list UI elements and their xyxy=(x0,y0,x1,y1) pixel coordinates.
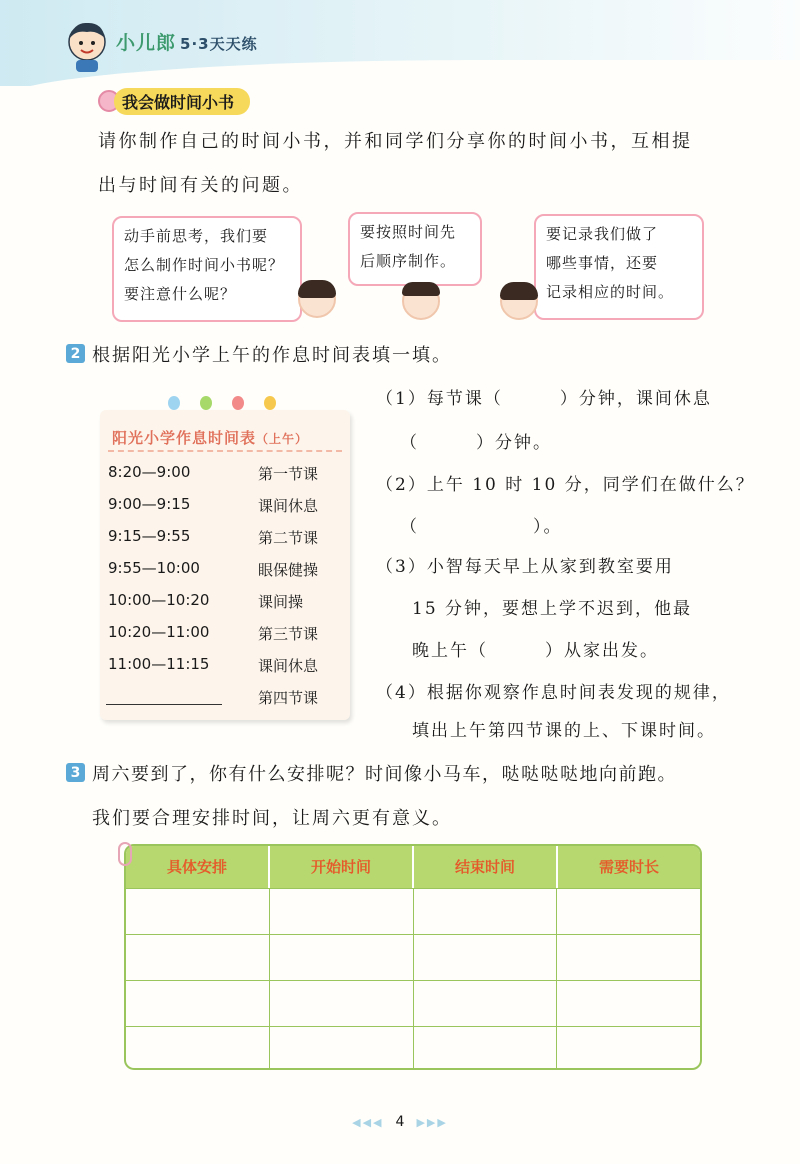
thought-bubble-1 xyxy=(112,216,302,322)
q2-item-4: （4）根据你观察作息时间表发现的规律， xyxy=(376,683,731,703)
bubble-2-line-2: 后顺序制作。 xyxy=(360,252,457,270)
answer-blank-line[interactable] xyxy=(106,704,222,705)
q2-item-1-cont: （ ）分钟。 xyxy=(400,433,552,453)
table-cell[interactable] xyxy=(557,1027,700,1070)
weekend-plan-table xyxy=(124,844,702,1070)
row-event: 眼保健操 xyxy=(258,561,319,579)
table-cell[interactable] xyxy=(126,1027,270,1070)
bubble-1-line-3: 要注意什么呢？ xyxy=(124,285,237,303)
table-cell[interactable] xyxy=(414,935,558,980)
balloon-red-icon xyxy=(232,396,244,410)
q2-item-4-cont: 填出上午第四节课的上、下课时间。 xyxy=(412,721,716,741)
q2-item-2-cont: （ ）。 xyxy=(400,517,563,537)
bubble-1-line-2: 怎么制作时间小书呢？ xyxy=(124,256,285,274)
page-footer xyxy=(0,1114,800,1130)
paperclip-icon xyxy=(118,842,132,866)
boy-avatar-icon xyxy=(402,282,440,320)
schedule-title-text: 阳光小学作息时间表 xyxy=(112,429,257,447)
page-number: 4 xyxy=(395,1114,405,1130)
brand-logo xyxy=(116,28,258,55)
q2-item-3-cont-1: 15 分钟，要想上学不迟到，他最 xyxy=(412,599,693,619)
bubble-3-line-1: 要记录我们做了 xyxy=(546,225,659,243)
section-banner xyxy=(98,88,250,114)
table-cell[interactable] xyxy=(270,981,414,1026)
row-event: 第二节课 xyxy=(258,529,319,547)
table-cell[interactable] xyxy=(126,981,270,1026)
row-event: 课间休息 xyxy=(258,497,319,515)
table-row xyxy=(126,888,700,934)
balloon-yellow-icon xyxy=(264,396,276,410)
column-header: 需要时长 xyxy=(598,858,659,876)
row-event: 第一节课 xyxy=(258,465,319,483)
row-event: 课间休息 xyxy=(258,657,319,675)
right-arrows-icon: ▶▶▶ xyxy=(416,1116,448,1129)
intro-line-2: 出与时间有关的问题。 xyxy=(98,175,303,196)
balloon-green-icon xyxy=(200,396,212,410)
table-cell[interactable] xyxy=(126,935,270,980)
row-time: 8:20—9:00 xyxy=(108,463,191,481)
banner-title: 我会做时间小书 xyxy=(114,88,250,115)
table-cell[interactable] xyxy=(270,889,414,934)
schedule-title xyxy=(112,427,308,448)
bubble-3-line-2: 哪些事情，还要 xyxy=(546,254,659,272)
left-arrows-icon: ◀◀◀ xyxy=(352,1116,384,1129)
table-cell[interactable] xyxy=(557,889,700,934)
table-row xyxy=(126,934,700,980)
row-time: 9:15—9:55 xyxy=(108,527,191,545)
row-event: 第三节课 xyxy=(258,625,319,643)
table-row xyxy=(126,1026,700,1070)
intro-line-1: 请你制作自己的时间小书，并和同学们分享你的时间小书，互相提 xyxy=(98,131,693,152)
row-time: 10:20—11:00 xyxy=(108,623,210,641)
schedule-divider xyxy=(108,450,342,452)
row-time: 10:00—10:20 xyxy=(108,591,210,609)
mascot-boy-icon xyxy=(62,18,112,74)
q2-item-3-cont-2: 晚上午（ ）从家出发。 xyxy=(412,641,659,661)
question-number-2: 2 xyxy=(66,344,85,363)
schedule-subtitle: （上午） xyxy=(256,432,309,446)
q2-item-2: （2）上午 10 时 10 分，同学们在做什么？ xyxy=(376,475,755,495)
question-number-3: 3 xyxy=(66,763,85,782)
row-time: 11:00—11:15 xyxy=(108,655,210,673)
thought-bubble-2 xyxy=(348,212,482,286)
brand-name: 小儿郎 xyxy=(116,32,177,54)
table-header xyxy=(126,846,700,888)
column-header: 具体安排 xyxy=(126,846,270,888)
q3-line-1: 周六要到了，你有什么安排呢？时间像小马车，哒哒哒哒地向前跑。 xyxy=(92,764,677,785)
row-event: 第四节课 xyxy=(258,689,319,707)
table-row xyxy=(126,980,700,1026)
table-cell[interactable] xyxy=(270,1027,414,1070)
bubble-2-line-1: 要按照时间先 xyxy=(360,223,457,241)
q2-item-1: （1）每节课（ ）分钟，课间休息 xyxy=(376,389,712,409)
column-header: 结束时间 xyxy=(414,846,558,888)
table-cell[interactable] xyxy=(414,1027,558,1070)
girl2-avatar-icon xyxy=(500,282,538,320)
table-cell[interactable] xyxy=(126,889,270,934)
series-name: 5·3天天练 xyxy=(180,35,258,53)
q2-item-3: （3）小智每天早上从家到教室要用 xyxy=(376,557,674,577)
row-time: 9:00—9:15 xyxy=(108,495,191,513)
row-event: 课间操 xyxy=(258,593,304,611)
table-cell[interactable] xyxy=(414,981,558,1026)
q3-line-2: 我们要合理安排时间，让周六更有意义。 xyxy=(92,808,452,829)
table-cell[interactable] xyxy=(270,935,414,980)
thought-bubble-3 xyxy=(534,214,704,320)
bubble-3-line-3: 记录相应的时间。 xyxy=(546,283,675,301)
table-cell[interactable] xyxy=(414,889,558,934)
q2-title: 根据阳光小学上午的作息时间表填一填。 xyxy=(92,345,452,366)
bubble-1-line-1: 动手前思考，我们要 xyxy=(124,227,269,245)
girl-avatar-icon xyxy=(298,280,336,318)
table-cell[interactable] xyxy=(557,935,700,980)
column-header: 开始时间 xyxy=(270,846,414,888)
table-cell[interactable] xyxy=(557,981,700,1026)
balloon-blue-icon xyxy=(168,396,180,410)
row-time: 9:55—10:00 xyxy=(108,559,200,577)
